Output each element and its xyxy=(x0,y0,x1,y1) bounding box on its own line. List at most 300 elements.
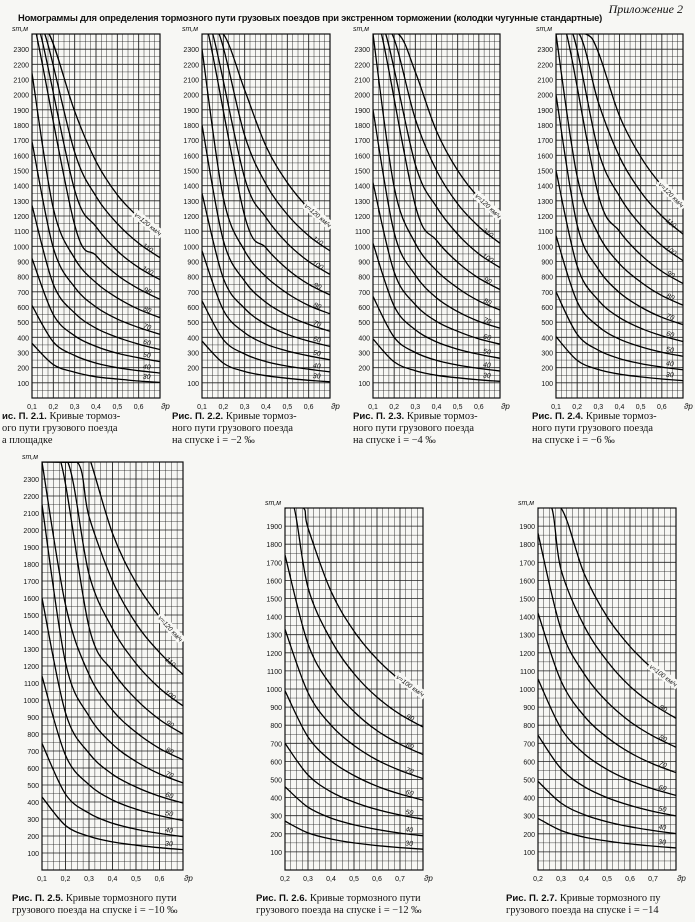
curve-label: 40 xyxy=(482,361,492,370)
x-tick-label: 0,5 xyxy=(635,404,646,411)
curve-label: 60 xyxy=(142,338,152,348)
y-tick-label: 700 xyxy=(541,289,553,297)
y-tick-label: 1900 xyxy=(183,107,199,115)
figure-caption-3 xyxy=(353,411,478,447)
y-axis-unit: sт,м xyxy=(265,500,281,507)
y-tick-label: 800 xyxy=(541,274,553,282)
curve-label: v=120 км/ч xyxy=(302,202,333,230)
y-tick-label: 800 xyxy=(358,274,370,282)
y-tick-label: 200 xyxy=(358,365,370,373)
curve-label: 80 xyxy=(164,746,175,757)
nomogram-chart-1 xyxy=(6,22,174,426)
caption-line: Кривые тормоз- xyxy=(406,411,478,422)
x-tick-label: 0,5 xyxy=(602,876,612,883)
y-axis-unit: sт,м xyxy=(518,500,534,507)
nomogram-chart-4 xyxy=(530,22,695,426)
chart-grid xyxy=(538,508,676,870)
figure-number: ис. П. 2.1. xyxy=(2,411,50,422)
y-tick-label: 1300 xyxy=(519,632,535,640)
y-tick-label: 600 xyxy=(17,305,29,312)
y-tick-label: 1200 xyxy=(183,214,199,221)
y-tick-label: 1800 xyxy=(537,123,553,130)
y-tick-label: 2300 xyxy=(537,47,553,55)
y-tick-label: 1300 xyxy=(537,198,553,206)
curve-label: 70 xyxy=(312,319,322,329)
y-tick-label: 800 xyxy=(27,732,39,739)
y-axis-unit: sт,м xyxy=(536,26,552,33)
y-tick-label: 2300 xyxy=(23,477,39,484)
y-tick-label: 1300 xyxy=(354,198,370,206)
curve-label: 50 xyxy=(164,810,174,819)
figure-number: Рис. П. 2.5. xyxy=(12,893,66,904)
curve-label: v=120 км/ч xyxy=(656,181,685,210)
y-tick-label: 400 xyxy=(17,335,29,343)
curve-label: v=100 км/ч xyxy=(647,663,678,689)
y-tick-label: 1500 xyxy=(519,596,535,604)
y-tick-label: 200 xyxy=(270,831,282,839)
y-tick-label: 400 xyxy=(270,795,282,803)
curve-label: 110 xyxy=(310,235,324,248)
y-tick-label: 500 xyxy=(17,320,29,328)
y-tick-label: 2000 xyxy=(537,92,553,100)
y-tick-label: 100 xyxy=(17,380,29,388)
x-tick-label: 0,1 xyxy=(368,404,378,411)
curve-label: 60 xyxy=(404,789,415,798)
y-tick-label: 200 xyxy=(27,834,39,841)
y-tick-label: 1300 xyxy=(183,198,199,206)
figure-caption-2 xyxy=(172,411,297,447)
curve-label: 80 xyxy=(142,305,152,315)
curve-label: 30 xyxy=(657,838,667,847)
curve-label: 90 xyxy=(404,713,415,724)
x-tick-label: 0,5 xyxy=(112,404,123,411)
y-tick-label: 1900 xyxy=(537,107,553,115)
y-tick-label: 1900 xyxy=(519,524,535,532)
figure-caption-7 xyxy=(506,893,660,917)
x-tick-label: 0,6 xyxy=(625,876,635,883)
y-tick-label: 2200 xyxy=(537,62,553,70)
curve-label: 100 xyxy=(162,689,177,702)
y-tick-label: 1800 xyxy=(266,542,282,550)
x-tick-label: 0,6 xyxy=(656,404,667,411)
curve-label: 30 xyxy=(142,373,151,382)
y-tick-label: 100 xyxy=(358,380,370,388)
curve-label: 50 xyxy=(142,351,152,360)
y-tick-label: 1200 xyxy=(266,650,282,658)
curve-label: 80 xyxy=(404,741,415,752)
curve-label: 80 xyxy=(657,734,668,744)
curve-label: 70 xyxy=(665,313,675,323)
x-tick-label: 0,6 xyxy=(473,404,484,411)
x-tick-label: 0,1 xyxy=(197,404,207,411)
figure-caption-4 xyxy=(532,411,657,447)
curve-label: 40 xyxy=(312,362,322,371)
y-tick-label: 100 xyxy=(187,380,199,388)
y-tick-label: 1600 xyxy=(519,578,535,586)
y-tick-label: 1000 xyxy=(354,244,370,252)
y-tick-label: 1500 xyxy=(13,168,29,176)
curve-label: 70 xyxy=(404,766,415,776)
curve-label: 40 xyxy=(665,360,675,369)
x-tick-label: 0,4 xyxy=(326,876,336,883)
curve-label: 70 xyxy=(482,316,492,326)
y-tick-label: 1500 xyxy=(266,596,282,604)
x-tick-label: 0,6 xyxy=(372,876,382,883)
curve-label: 70 xyxy=(142,322,152,333)
y-tick-label: 600 xyxy=(270,759,282,767)
nomogram-chart-6 xyxy=(259,496,437,898)
y-tick-label: 1100 xyxy=(519,668,535,676)
nomogram-chart-3 xyxy=(347,22,514,426)
x-tick-label: 0,3 xyxy=(69,404,80,411)
y-tick-label: 200 xyxy=(17,365,29,373)
curve-label: 90 xyxy=(482,276,493,287)
x-tick-label: 0,5 xyxy=(131,876,141,883)
x-tick-label: 0,2 xyxy=(48,404,59,411)
y-tick-label: 100 xyxy=(270,849,282,857)
y-tick-label: 1400 xyxy=(354,183,370,191)
y-tick-label: 1800 xyxy=(354,123,370,130)
y-tick-label: 2300 xyxy=(354,47,370,55)
curve-label: 70 xyxy=(657,760,668,770)
x-tick-label: 0,1 xyxy=(37,876,47,883)
curve-label: 110 xyxy=(140,242,154,255)
y-tick-label: 600 xyxy=(187,305,199,312)
y-tick-label: 900 xyxy=(187,259,199,267)
y-tick-label: 500 xyxy=(523,777,535,785)
caption-line: Кривые тормоз- xyxy=(49,411,121,422)
y-tick-label: 400 xyxy=(541,335,553,343)
x-tick-label: 0,1 xyxy=(551,404,561,411)
y-tick-label: 1900 xyxy=(13,107,29,115)
y-tick-label: 1700 xyxy=(23,579,39,586)
y-tick-label: 700 xyxy=(523,741,535,749)
x-tick-label: 0,2 xyxy=(533,876,543,883)
y-tick-label: 1400 xyxy=(23,630,39,637)
y-tick-label: 1000 xyxy=(183,244,199,252)
y-tick-label: 500 xyxy=(187,320,199,328)
figure-caption-1 xyxy=(2,411,120,447)
y-tick-label: 1300 xyxy=(13,198,29,206)
y-tick-label: 1500 xyxy=(183,168,199,176)
curve-label: 60 xyxy=(657,784,668,794)
y-tick-label: 300 xyxy=(541,350,553,358)
x-tick-label: 0,2 xyxy=(280,876,290,883)
page-title: Номограммы для определения тормозного пути грузовых поездов при экстренном торможении (колодки чугунные стандартные) xyxy=(18,12,603,23)
y-tick-label: 1800 xyxy=(183,123,199,130)
curve-label: 90 xyxy=(142,286,153,297)
y-tick-label: 1500 xyxy=(537,168,553,176)
curve-label: 110 xyxy=(163,656,177,670)
caption-line: ного пути грузового поезда xyxy=(353,423,475,434)
y-tick-label: 900 xyxy=(541,259,553,267)
curve-label: 30 xyxy=(164,840,174,849)
curve-label: v=120 км/ч xyxy=(132,211,163,238)
figure-caption-5 xyxy=(12,893,178,917)
y-tick-label: 500 xyxy=(270,777,282,785)
y-tick-label: 1900 xyxy=(354,107,370,115)
nomogram-chart-2 xyxy=(176,22,344,426)
y-tick-label: 800 xyxy=(523,723,535,731)
y-tick-label: 1200 xyxy=(519,650,535,658)
y-tick-label: 400 xyxy=(358,335,370,343)
figure-caption-6 xyxy=(256,893,422,917)
y-tick-label: 600 xyxy=(541,305,553,312)
y-tick-label: 1000 xyxy=(13,244,29,252)
curve-label: 100 xyxy=(480,252,495,265)
y-tick-label: 1500 xyxy=(354,168,370,176)
caption-line: Кривые тормозного пути xyxy=(309,893,421,904)
y-tick-label: 700 xyxy=(270,741,282,749)
nomogram-chart-7 xyxy=(512,496,690,898)
y-tick-label: 2100 xyxy=(537,77,553,85)
curve-label: v=100 км/ч xyxy=(394,674,426,699)
caption-line: на спуске i = −4 ‰ xyxy=(353,435,436,446)
caption-line: а площадке xyxy=(2,435,53,446)
y-tick-label: 900 xyxy=(270,705,282,713)
x-tick-label: 0,5 xyxy=(452,404,463,411)
x-tick-label: 0,3 xyxy=(303,876,313,883)
y-tick-label: 400 xyxy=(27,800,39,807)
y-tick-label: 700 xyxy=(187,289,199,297)
y-tick-label: 200 xyxy=(523,831,535,839)
y-tick-label: 600 xyxy=(27,766,39,773)
curve-label: 90 xyxy=(665,269,676,280)
y-tick-label: 1500 xyxy=(23,613,39,620)
y-tick-label: 1400 xyxy=(183,183,199,191)
caption-line: грузового поезда на спуске i = −14 xyxy=(506,905,659,916)
curve-label: 110 xyxy=(664,217,678,230)
x-axis-unit: ϑр xyxy=(501,402,510,411)
x-tick-label: 0,3 xyxy=(410,404,421,411)
y-tick-label: 2100 xyxy=(354,77,370,85)
y-tick-label: 800 xyxy=(17,274,29,282)
y-tick-label: 2100 xyxy=(13,77,29,85)
y-tick-label: 900 xyxy=(358,259,370,267)
y-tick-label: 1800 xyxy=(519,542,535,550)
y-tick-label: 1700 xyxy=(354,138,370,146)
y-tick-label: 600 xyxy=(523,759,535,767)
x-tick-label: 0,4 xyxy=(579,876,589,883)
curve-label: 90 xyxy=(657,704,668,715)
y-axis-unit: sт,м xyxy=(12,26,28,33)
y-tick-label: 2000 xyxy=(354,92,370,100)
curve-label: 80 xyxy=(482,297,493,308)
curve-label: 50 xyxy=(404,809,414,818)
y-tick-label: 200 xyxy=(187,365,199,373)
y-tick-label: 2000 xyxy=(13,92,29,100)
curve-label: 40 xyxy=(164,827,174,836)
caption-line: грузового поезда на спуске i = −12 ‰ xyxy=(256,905,422,916)
x-axis-unit: ϑр xyxy=(184,874,193,883)
y-tick-label: 2000 xyxy=(23,528,39,535)
figure-number: Рис. П. 2.3. xyxy=(353,411,407,422)
y-tick-label: 500 xyxy=(27,783,39,790)
y-tick-label: 1100 xyxy=(266,668,282,676)
y-tick-label: 1700 xyxy=(13,138,29,146)
y-tick-label: 100 xyxy=(27,851,39,858)
y-tick-label: 2100 xyxy=(23,511,39,518)
y-tick-label: 800 xyxy=(270,723,282,731)
figure-number: Рис. П. 2.4. xyxy=(532,411,586,422)
y-tick-label: 300 xyxy=(523,813,535,821)
y-tick-label: 900 xyxy=(17,259,29,267)
nomogram-chart-5 xyxy=(16,450,197,898)
y-tick-label: 1100 xyxy=(13,229,29,237)
curve-label: 100 xyxy=(140,265,155,278)
curve-label: 90 xyxy=(312,281,323,292)
caption-line: Кривые тормозного пу xyxy=(559,893,661,904)
y-tick-label: 1600 xyxy=(13,153,29,161)
curve-label: 100 xyxy=(310,259,325,272)
x-tick-label: 0,4 xyxy=(431,404,442,411)
y-tick-label: 300 xyxy=(17,350,29,358)
y-tick-label: 2000 xyxy=(183,92,199,100)
y-tick-label: 700 xyxy=(27,749,39,756)
y-tick-label: 500 xyxy=(541,320,553,328)
curve-label: 30 xyxy=(482,372,491,381)
y-tick-label: 1900 xyxy=(266,524,282,532)
y-tick-label: 2200 xyxy=(183,62,199,70)
curve-label: v=120 км/ч xyxy=(156,614,184,644)
caption-line: ного пути грузового поезда xyxy=(172,423,294,434)
y-tick-label: 1100 xyxy=(23,681,39,688)
y-tick-label: 1200 xyxy=(13,214,29,221)
y-tick-label: 300 xyxy=(270,813,282,821)
y-tick-label: 1000 xyxy=(519,687,535,694)
figure-number: Рис. П. 2.7. xyxy=(506,893,560,904)
curve-label: 80 xyxy=(665,292,676,303)
x-tick-label: 0,6 xyxy=(133,404,144,411)
y-tick-label: 1800 xyxy=(13,123,29,130)
chart-grid xyxy=(42,462,183,870)
y-tick-label: 1400 xyxy=(537,183,553,191)
y-tick-label: 2300 xyxy=(13,47,29,55)
y-tick-label: 2200 xyxy=(13,62,29,70)
y-tick-label: 1100 xyxy=(354,229,370,237)
x-axis-unit: ϑр xyxy=(331,402,340,411)
curve-label: 70 xyxy=(164,770,175,781)
chart-grid xyxy=(202,34,330,398)
x-tick-label: 0,2 xyxy=(218,404,229,411)
y-tick-label: 100 xyxy=(541,380,553,388)
y-tick-label: 1000 xyxy=(537,244,553,252)
y-tick-label: 900 xyxy=(27,715,39,722)
y-tick-label: 800 xyxy=(187,274,199,282)
x-tick-label: 0,3 xyxy=(593,404,604,411)
x-tick-label: 0,4 xyxy=(107,876,118,883)
curve-label: 50 xyxy=(312,349,322,359)
y-tick-label: 1900 xyxy=(23,545,39,552)
curve-label: 60 xyxy=(312,335,322,345)
x-tick-label: 0,4 xyxy=(91,404,101,411)
curve-label: 30 xyxy=(665,371,674,380)
caption-line: Кривые тормозного пути xyxy=(65,893,177,904)
x-tick-label: 0,1 xyxy=(27,404,37,411)
caption-line: ого пути грузового поезда xyxy=(2,423,118,434)
y-tick-label: 1800 xyxy=(23,562,39,569)
y-tick-label: 1200 xyxy=(537,214,553,221)
y-axis-unit: sт,м xyxy=(22,454,38,461)
y-tick-label: 700 xyxy=(17,289,29,297)
curve-label: 90 xyxy=(164,719,175,730)
y-tick-label: 1700 xyxy=(519,560,535,568)
y-tick-label: 1300 xyxy=(266,632,282,640)
curve-label: 50 xyxy=(482,348,492,357)
curve-label: 50 xyxy=(665,346,675,355)
y-tick-label: 2300 xyxy=(183,47,199,55)
y-tick-label: 200 xyxy=(541,365,553,373)
x-tick-label: 0,7 xyxy=(648,876,658,883)
curve-label: 40 xyxy=(404,826,414,835)
y-tick-label: 100 xyxy=(523,849,535,857)
y-tick-label: 1200 xyxy=(23,664,39,671)
y-tick-label: 1700 xyxy=(537,138,553,146)
y-tick-label: 1300 xyxy=(23,647,39,654)
y-tick-label: 300 xyxy=(358,350,370,358)
curve-label: 30 xyxy=(404,840,414,848)
figure-number: Рис. П. 2.6. xyxy=(256,893,310,904)
y-tick-label: 1000 xyxy=(266,687,282,694)
curve-label: 40 xyxy=(657,824,667,833)
curve-label: 100 xyxy=(663,244,678,258)
y-tick-label: 1600 xyxy=(266,578,282,586)
y-tick-label: 1000 xyxy=(23,698,39,705)
x-tick-label: 0,7 xyxy=(395,876,405,883)
x-tick-label: 0,2 xyxy=(389,404,400,411)
caption-line: на спуске i = −6 ‰ xyxy=(532,435,615,446)
y-axis-unit: sт,м xyxy=(353,26,369,33)
y-tick-label: 2200 xyxy=(354,62,370,70)
curve-label: 60 xyxy=(164,791,174,801)
y-tick-label: 300 xyxy=(27,817,39,824)
caption-line: ного пути грузового поезда xyxy=(532,423,654,434)
y-tick-label: 1100 xyxy=(183,229,199,237)
curve-label: 60 xyxy=(665,330,675,340)
x-tick-label: 0,3 xyxy=(239,404,250,411)
curve-label: 80 xyxy=(312,301,322,312)
caption-line: Кривые тормоз- xyxy=(585,411,657,422)
curve-label: 110 xyxy=(480,227,495,240)
x-tick-label: 0,2 xyxy=(60,876,71,883)
x-axis-unit: ϑр xyxy=(677,874,686,883)
y-tick-label: 1600 xyxy=(354,153,370,161)
curve-label: 50 xyxy=(657,805,667,815)
x-tick-label: 0,3 xyxy=(556,876,566,883)
x-tick-label: 0,4 xyxy=(261,404,271,411)
caption-line: на спуске i = −2 ‰ xyxy=(172,435,255,446)
curve-label: 60 xyxy=(482,333,492,343)
curve-label: 40 xyxy=(142,363,151,372)
y-tick-label: 1200 xyxy=(354,214,370,221)
y-tick-label: 500 xyxy=(358,320,370,328)
x-tick-label: 0,5 xyxy=(282,404,293,411)
y-tick-label: 300 xyxy=(187,350,199,358)
figure-number: Рис. П. 2.2. xyxy=(172,411,226,422)
caption-line: Кривые тормоз- xyxy=(225,411,297,422)
y-tick-label: 700 xyxy=(358,289,370,297)
x-axis-unit: ϑр xyxy=(424,874,433,883)
y-axis-unit: sт,м xyxy=(182,26,198,33)
y-tick-label: 2100 xyxy=(183,77,199,85)
x-axis-unit: ϑр xyxy=(161,402,170,411)
y-tick-label: 1600 xyxy=(537,153,553,161)
x-tick-label: 0,5 xyxy=(349,876,359,883)
y-tick-label: 1600 xyxy=(183,153,199,161)
y-tick-label: 1600 xyxy=(23,596,39,603)
caption-line: грузового поезда на спуске i = −10 ‰ xyxy=(12,905,178,916)
y-tick-label: 1700 xyxy=(266,560,282,568)
